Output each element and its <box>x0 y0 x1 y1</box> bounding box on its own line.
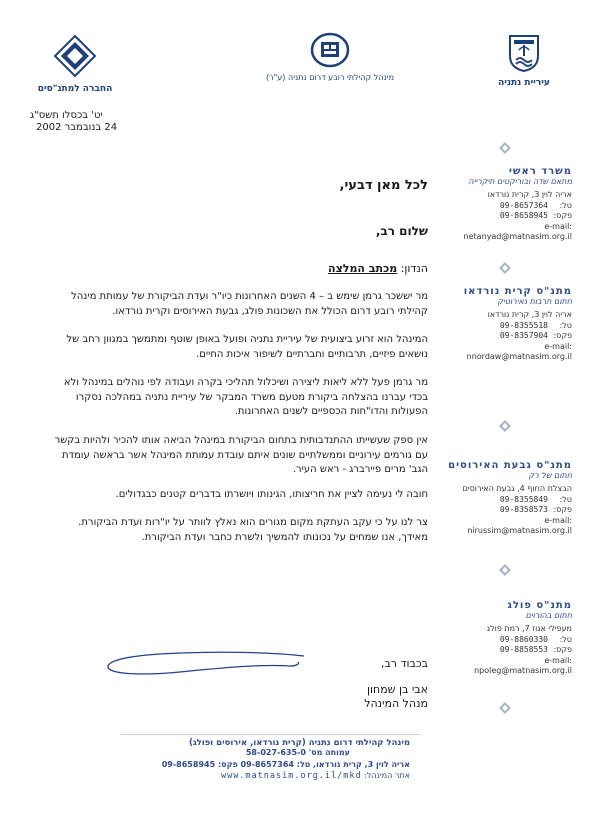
letter-paragraph: חובה לי נעימה לציין את חריצותו, הגינותו ויושרתו בדברים קטנים כבגדולים. <box>115 489 428 500</box>
branch-subtitle: מתאם שדה ובוריקטים תיקרייה <box>468 177 572 186</box>
branch-email: nnordaw@matnasim.org.il <box>466 352 572 361</box>
branch-title: מתנ"ס קרית נורדאו <box>463 286 572 297</box>
signer-title: מנהל המינהל <box>364 697 428 710</box>
matnasim-diamond-icon <box>53 34 97 78</box>
footer-website: אתר המינהל: www.matnasim.org.il/mkd <box>220 771 410 781</box>
branch-subtitle: חתום תרבות נאירוטיק <box>497 297 572 306</box>
letter-paragraph: מר יששכר גרמן שימש ב – 4 השנים האחרונות כיו"ר ועדת הביקורת של עמותת מינהל קהילתי רובע דרום הכולל את השכונות פולג, גבעת האירוסים וקרית נורדאו. <box>71 291 428 317</box>
branch-phone: טל:09-8355518 <box>499 320 572 330</box>
branch-title: מתנ"ס פולג <box>507 600 572 611</box>
website-link[interactable]: www.matnasim.org.il/mkd <box>220 771 362 781</box>
footer-contact: אריה לוין 3, קרית נורדאו, טל: 09-8657364 פקס: 09-8658945 <box>161 760 410 769</box>
netanya-municipality-logo <box>494 34 554 88</box>
branch-email-label: e-mail: <box>544 655 572 665</box>
letter-recipient: לכל מאן דבעי, <box>339 178 428 193</box>
footer-registration: עמותה מס' 58-027-635-0 <box>245 748 350 757</box>
diamond-bullet-icon <box>499 702 511 714</box>
branch-phone: טל:09-8657364 <box>499 200 572 210</box>
branch-email: nirussim@matnasim.org.il <box>467 526 572 535</box>
branch-email-label: e-mail: <box>544 341 572 351</box>
branch-address: הבצלת החוף 4, גבעת האירוסים <box>462 484 572 493</box>
footer-organization: מינהל קהילתי דרום נתניה (קרית נורדאו, אירוסים ופולג) <box>188 738 410 748</box>
diamond-bullet-icon <box>499 564 511 576</box>
branch-phone: טל:09-8860330 <box>499 634 572 644</box>
letter-paragraph: מר גרמן פעל ללא ליאות ליצירה ושיכלול תהליכי בקרה ועבודה לפי נוהלים במינהל ולא בכדי עברנו בהצלחה ביקורת מטעם משרד המבקר של עיריית נתניה במהלכה נסקרו הפעולות והדו"חות הכספיים לשנים האחרונות. <box>63 377 428 418</box>
branch-head-office <box>442 166 572 243</box>
branch-kiryat-nordau <box>442 286 572 363</box>
netanya-crest-icon <box>508 34 540 72</box>
branch-subtitle: חתום של רק <box>528 471 572 480</box>
diamond-bullet-icon <box>499 262 511 274</box>
matnasim-company-logo <box>30 34 120 94</box>
branch-fax: פקס:09-8858553 <box>499 645 572 654</box>
letter-paragraph: צר לנו על כי עקב העתקת מקום מגורים הוא נאלץ לוותר על יו"רות ועדת הביקורת. מאידך, אנו שמחים על נכונותו להמשיך ולשרת כחבר ועדת הביקורת. <box>78 517 428 543</box>
branch-fax: פקס:09-8658945 <box>499 211 572 220</box>
branch-poleg <box>442 600 572 677</box>
letter-paragraph: המינהל הוא זרוע ביצועית של עיריית נתניה ופועל באופן שוטף ומתמשך במגוון רחב של נושאים פיזיים, תרבותיים וחברתיים לשיפור איכות החיים. <box>66 334 428 360</box>
branch-title: משרד ראשי <box>508 166 572 177</box>
branch-givat-irusim <box>442 460 572 537</box>
branch-email-label: e-mail: <box>544 515 572 525</box>
gregorian-date: 24 בנובמבר 2002 <box>36 122 118 133</box>
community-emblem-icon <box>310 32 350 68</box>
letter-footer <box>150 738 410 781</box>
branch-email: netanyad@matnasim.org.il <box>463 232 572 241</box>
branch-address: אריה לוין 3, קרית נורדאו <box>487 190 572 199</box>
branch-phone: טל:09-8355849 <box>499 494 572 504</box>
branch-address: אריה לוין 3, קרית נורדאו <box>487 310 572 319</box>
footer-divider <box>120 734 420 735</box>
community-administration-caption: מינהל קהילתי רובע דרום נתניה (ע"ר) <box>265 73 395 82</box>
subject-value: מכתב המלצה <box>328 262 398 275</box>
branch-fax: פקס:09-8357904 <box>499 331 572 340</box>
netanya-municipality-caption: עיריית נתניה <box>498 78 550 88</box>
diamond-bullet-icon <box>499 420 511 432</box>
hebrew-date: יט' בכסלו תשס"ג <box>30 110 103 121</box>
signer-name: אבי בן שמחון <box>367 683 428 696</box>
branch-fax: פקס:09-8358573 <box>499 505 572 514</box>
letter-greeting: שלום רב, <box>375 224 428 238</box>
branch-email-label: e-mail: <box>544 221 572 231</box>
matnasim-company-caption: החברה למתנ"סים <box>37 84 113 94</box>
branch-subtitle: חתום בהורוים <box>525 611 572 620</box>
subject-label: הנדון: <box>397 262 428 275</box>
branch-address: מעפילי אגוז 7, רמת פולג <box>486 624 572 633</box>
community-administration-logo <box>240 32 420 82</box>
letter-paragraph: אין ספק שעשייתו ההתנדבותית בתחום הביקורת במינהל הביאה אותו להכיר ולהיות בקשר עם גורמים עירוניים וממשלתיים שונים איתם עובדת עמותת המינהל אשר בראשה עומדת הגב' מרים פיירברג - ראש העיר. <box>54 435 428 476</box>
branch-title: מתנ"ס גבעת האירוסים <box>448 460 572 471</box>
diamond-bullet-icon <box>499 142 511 154</box>
letter-subject <box>50 262 428 275</box>
letter-closing: בכבוד רב, <box>380 657 428 670</box>
branch-email: npoleg@matnasim.org.il <box>474 666 572 675</box>
